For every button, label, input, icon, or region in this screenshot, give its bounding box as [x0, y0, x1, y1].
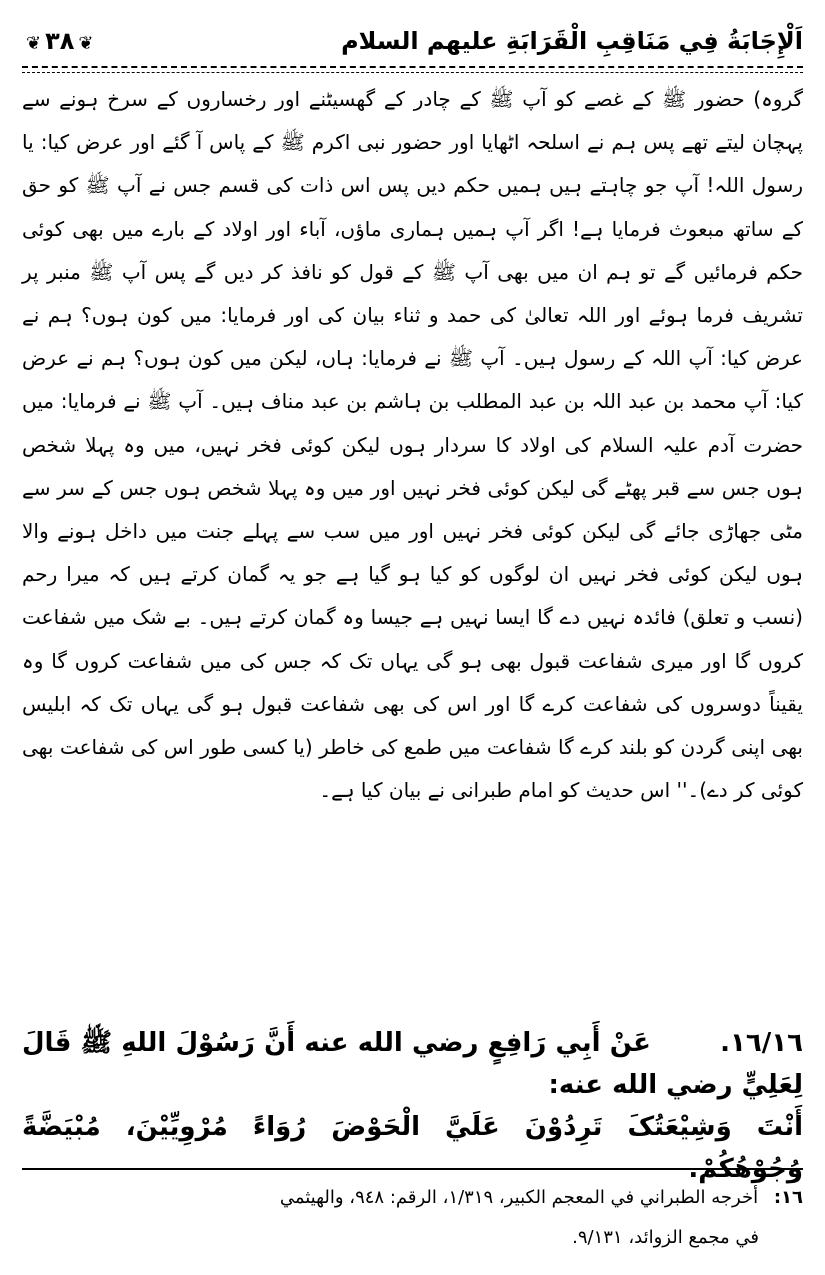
page-number-value: ۳۸ — [45, 27, 75, 55]
page-number — [22, 27, 97, 55]
page-header — [22, 18, 803, 64]
urdu-translation-text — [22, 78, 803, 812]
ornament-icon: ❦ — [78, 33, 94, 54]
footnote-line-2: في مجمع الزوائد، ٩/١٣١. — [572, 1227, 759, 1248]
hadith-line-2: أَنْتَ وَشِيْعَتُکَ تَرِدُوْنَ عَلَيَّ الْحَوْضَ رُوَاءً مُرْوِيِّيْنَ، مُبْيَضَّةً وُجُوْهُکُمْ. — [22, 1112, 803, 1184]
header-divider-secondary — [22, 72, 803, 73]
header-divider — [22, 66, 803, 68]
ornament-icon: ❦ — [26, 33, 42, 54]
footnote — [22, 1178, 803, 1258]
running-title: اَلْإِجَابَةُ فِي مَنَاقِبِ الْقَرَابَةِ عليهم السلام — [341, 27, 803, 55]
hadith-line-1: عَنْ أَبِي رَافِعٍ رضي الله عنه أَنَّ رَسُوْلَ اللهِ ﷺ قَالَ لِعَلِيٍّ رضي الله عنه: — [22, 1028, 803, 1100]
body-paragraph: گروہ) حضور ﷺ کے غصے کو آپ ﷺ کے چادر کے گھسیٹنے اور رخساروں کے سرخ ہونے سے پہچان لیتے تھے پس ہم نے اسلحہ اٹھایا اور حضور نبی اکرم ﷺ کے پاس آ گئے اور عرض کیا: یا رسول اللہ! آپ جو چاہتے ہیں ہمیں حکم دیں پس اس ذات کی قسم جس نے آپ ﷺ کو حق کے ساتھ مبعوث فرمایا ہے! اگر آپ ہمیں ہماری ماؤں، آباء اور اولاد کے بارے میں بھی کوئی حکم فرمائیں گے تو ہم ان میں بھی آپ ﷺ کے قول کو نافذ کر دیں گے پس آپ ﷺ منبر پر تشریف فرما ہوئے اور اللہ تعالیٰ کی حمد و ثناء بیان کی اور فرمایا: میں کون ہوں؟ ہم نے عرض کیا: آپ اللہ کے رسول ہیں۔ آپ ﷺ نے فرمایا: ہاں، لیکن میں کون ہوں؟ ہم نے عرض کیا: آپ محمد بن عبد اللہ بن عبد المطلب بن ہاشم بن عبد مناف ہیں۔ آپ ﷺ نے فرمایا: میں حضرت آدم علیہ السلام کی اولاد کا سردار ہوں لیکن کوئی فخر نہیں، میں وہ پہلا شخص ہوں جس سے قبر پھٹے گی لیکن کوئی فخر نہیں اور میں وہ پہلا شخص ہوں جس کے سر سے مٹی جھاڑی جائے گی لیکن کوئی فخر نہیں اور میں سب سے پہلے جنت میں داخل ہونے والا ہوں لیکن کوئی فخر نہیں ان لوگوں کو کیا ہو گیا ہے جو یہ گمان کرتے ہیں کہ میرا رحم (نسب و تعلق) فائدہ نہیں دے گا ایسا نہیں ہے جیسا وہ گمان کرتے ہیں۔ بے شک میں شفاعت کروں گا اور میری شفاعت قبول بھی ہو گی یہاں تک کہ جس کی میں شفاعت کروں گا وہ یقیناً دوسروں کی شفاعت کرے گا اور اس کی بھی شفاعت قبول ہو گی یہاں تک کہ ابلیس بھی اپنی گردن کو بلند کرے گا شفاعت میں طمع کی خاطر (یا کسی طور اس کی شفاعت بھی کوئی کر دے)۔'' اس حدیث کو امام طبرانی نے بیان کیا ہے۔ — [22, 87, 803, 803]
footnote-divider — [22, 1168, 803, 1170]
hadith-number: ١٦/١٦. — [720, 1028, 803, 1058]
arabic-hadith — [22, 1022, 803, 1190]
footnote-number: ١٦: — [773, 1187, 803, 1208]
footnote-line-1: أخرجه الطبراني في المعجم الكبير، ١/٣١٩، الرقم: ٩٤٨، والهيثمي — [279, 1187, 759, 1208]
